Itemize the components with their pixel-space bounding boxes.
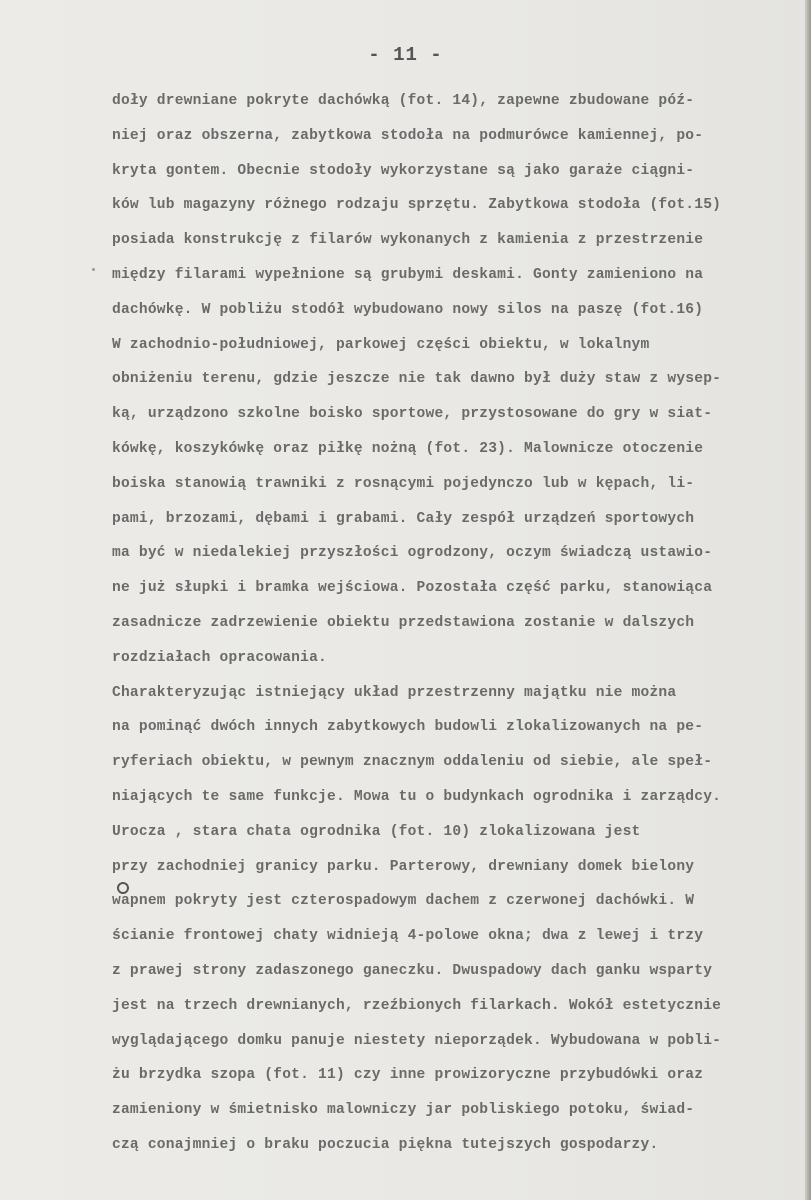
text-line: ką, urządzono szkolne boisko sportowe, przystosowane do gry w siat- xyxy=(112,406,713,423)
text-line: ryferiach obiektu, w pewnym znacznym oddaleniu od siebie, ale speł- xyxy=(112,754,713,771)
text-line: W zachodnio-południowej, parkowej części obiektu, w lokalnym xyxy=(112,336,650,353)
text-line: na pominąć dwóch innych zabytkowych budowli zlokalizowanych na pe- xyxy=(112,719,704,736)
text-line: ścianie frontowej chaty widnieją 4-polowe okna; dwa z lewej i trzy xyxy=(112,928,704,945)
page-number: - 11 - xyxy=(368,44,443,66)
body-text xyxy=(112,84,796,1163)
text-line: kryta gontem. Obecnie stodoły wykorzystane są jako garaże ciągni- xyxy=(112,162,695,179)
text-line: zasadnicze zadrzewienie obiektu przedstawiona zostanie w dalszych xyxy=(112,614,695,631)
text-line: Urocza , stara chata ogrodnika (fot. 10) zlokalizowana jest xyxy=(112,823,641,840)
text-line: kówkę, koszykówkę oraz piłkę nożną (fot. 23). Malownicze otoczenie xyxy=(112,440,704,457)
text-line: niających te same funkcje. Mowa tu o budynkach ogrodnika i zarządcy. xyxy=(112,788,722,805)
page-edge-shadow xyxy=(805,0,811,1200)
text-line: boiska stanowią trawniki z rosnącymi pojedynczo lub w kępach, li- xyxy=(112,475,695,492)
text-line: przy zachodniej granicy parku. Parterowy, drewniany domek bielony xyxy=(112,858,695,875)
text-line: między filarami wypełnione są grubymi deskami. Gonty zamieniono na xyxy=(112,266,704,283)
text-line: dachówkę. W pobliżu stodół wybudowano nowy silos na paszę (fot.16) xyxy=(112,301,704,318)
text-line: jest na trzech drewnianych, rzeźbionych filarkach. Wokół estetycznie xyxy=(112,997,722,1014)
text-line: ków lub magazyny różnego rodzaju sprzętu. Zabytkowa stodoła (fot.15) xyxy=(112,197,722,214)
text-line: posiada konstrukcję z filarów wykonanych z kamienia z przestrzenie xyxy=(112,232,704,249)
text-line: żu brzydka szopa (fot. 11) czy inne prowizoryczne przybudówki oraz xyxy=(112,1067,704,1084)
text-line: obniżeniu terenu, gdzie jeszcze nie tak dawno był duży staw z wysep- xyxy=(112,371,722,388)
text-line: ne już słupki i bramka wejściowa. Pozostała część parku, stanowiąca xyxy=(112,580,713,597)
text-line: rozdziałach opracowania. xyxy=(112,649,327,666)
text-line: Charakteryzując istniejący układ przestrzenny majątku nie można xyxy=(112,684,677,701)
text-line: ma być w niedalekiej przyszłości ogrodzony, oczym świadczą ustawio- xyxy=(112,545,713,562)
text-line: czą conajmniej o braku poczucia piękna tutejszych gospodarzy. xyxy=(112,1136,659,1153)
text-line: zamieniony w śmietnisko malowniczy jar pobliskiego potoku, świad- xyxy=(112,1102,695,1119)
text-line: wyglądającego domku panuje niestety nieporządek. Wybudowana w pobli- xyxy=(112,1032,722,1049)
text-line: doły drewniane pokryte dachówką (fot. 14), zapewne zbudowane póź- xyxy=(112,93,695,109)
paper-speck xyxy=(92,268,95,271)
text-line: z prawej strony zadaszonego ganeczku. Dwuspadowy dach ganku wsparty xyxy=(112,962,713,979)
text-line: pami, brzozami, dębami i grabami. Cały zespół urządzeń sportowych xyxy=(112,510,695,527)
text-line: niej oraz obszerna, zabytkowa stodoła na podmurówce kamiennej, po- xyxy=(112,127,704,144)
text-line: wapnem pokryty jest czterospadowym dachem z czerwonej dachówki. W xyxy=(112,893,695,910)
